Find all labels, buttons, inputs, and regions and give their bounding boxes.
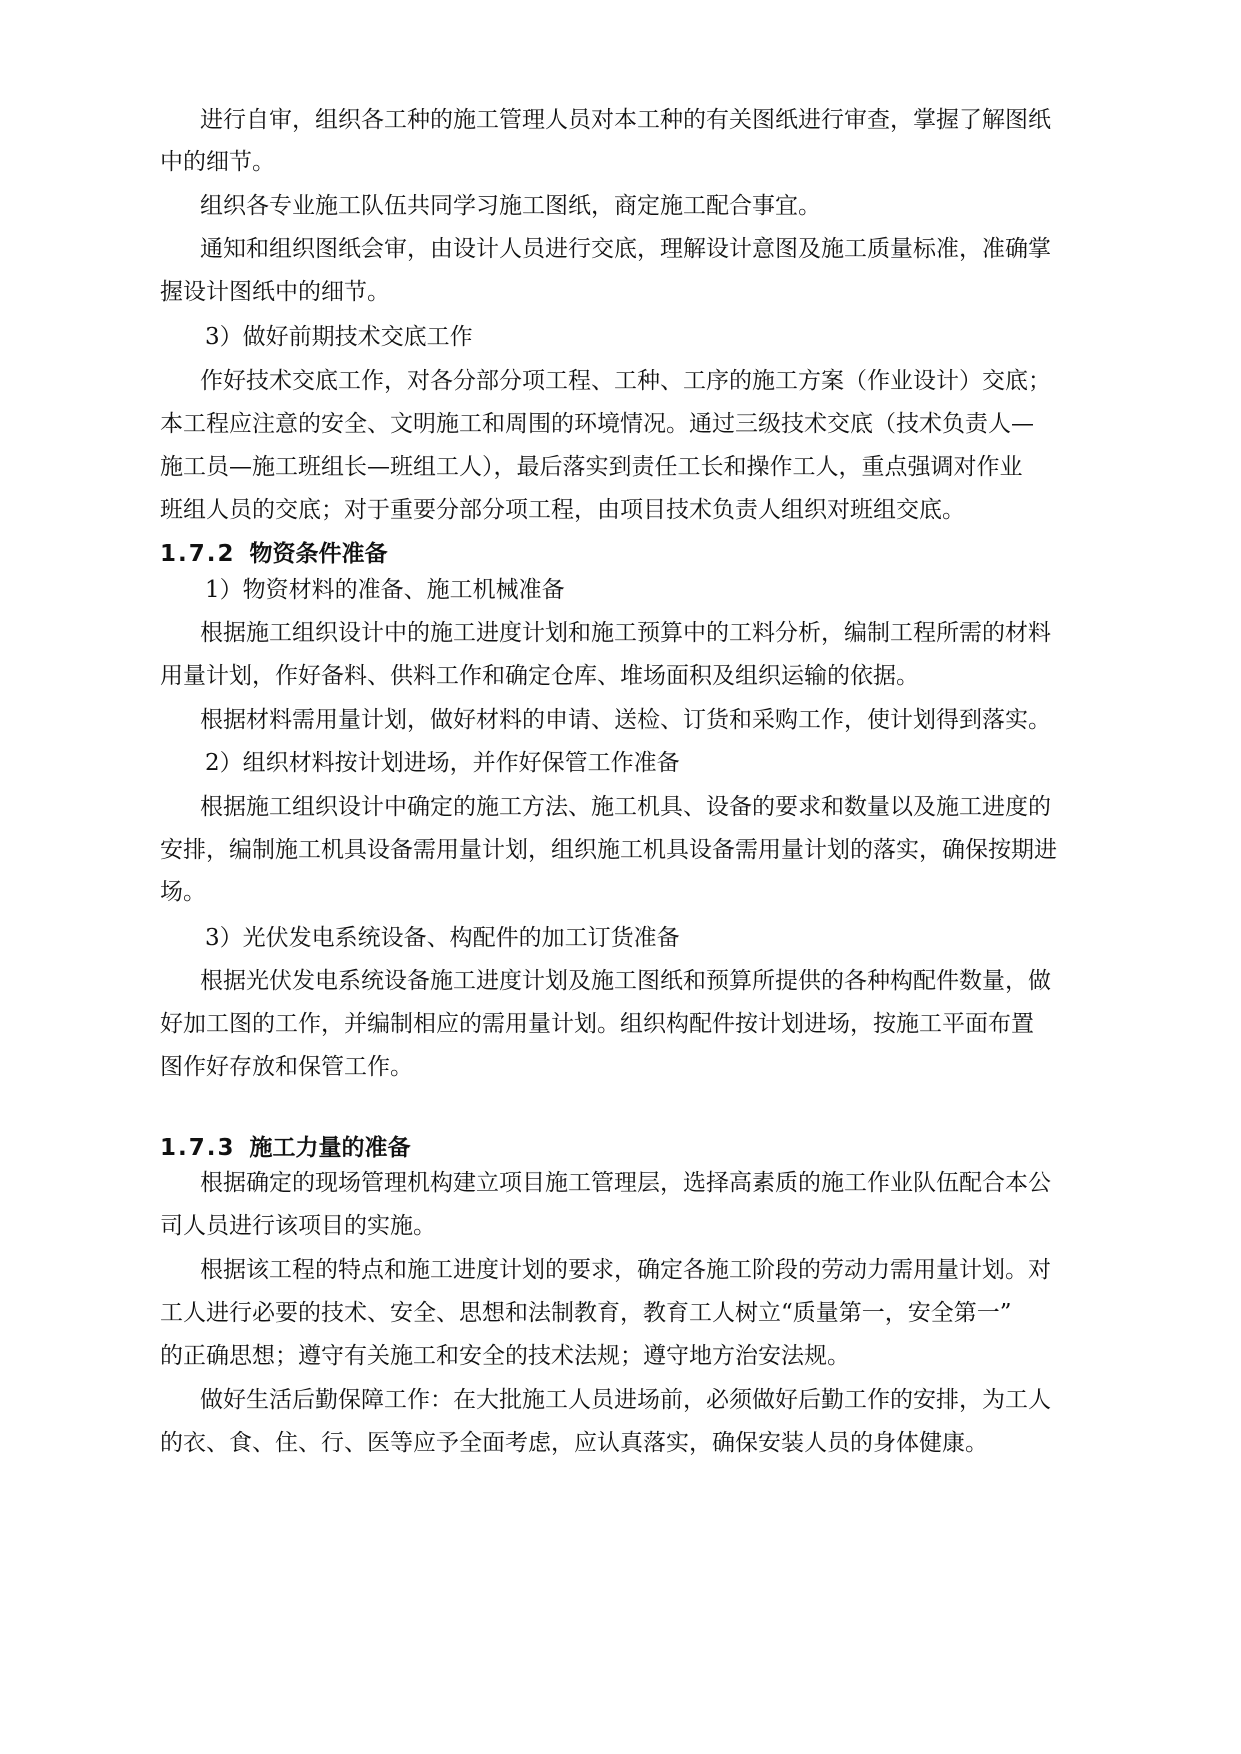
paragraph-line: 根据该工程的特点和施工进度计划的要求，确定各施工阶段的劳动力需用量计划。对 <box>200 1257 1051 1283</box>
paragraph-line: 的正确思想；遵守有关施工和安全的技术法规；遵守地方治安法规。 <box>160 1343 850 1369</box>
paragraph-line: 安排，编制施工机具设备需用量计划，组织施工机具设备需用量计划的落实，确保按期进 <box>160 837 1057 863</box>
section-title: 施工力量的准备 <box>249 1134 411 1161</box>
sub-item-title: 1）物资材料的准备、施工机械准备 <box>205 577 565 603</box>
section-heading <box>160 538 388 570</box>
paragraph-line: 通知和组织图纸会审，由设计人员进行交底，理解设计意图及施工质量标准，准确掌 <box>200 236 1051 262</box>
paragraph-line: 司人员进行该项目的实施。 <box>160 1213 436 1239</box>
paragraph-line: 根据光伏发电系统设备施工进度计划及施工图纸和预算所提供的各种构配件数量，做 <box>200 968 1051 994</box>
paragraph-line: 场。 <box>160 879 206 905</box>
paragraph-line: 组织各专业施工队伍共同学习施工图纸，商定施工配合事宜。 <box>200 193 821 219</box>
sub-item-title: 3）光伏发电系统设备、构配件的加工订货准备 <box>205 925 680 951</box>
paragraph-line: 好加工图的工作，并编制相应的需用量计划。组织构配件按计划进场，按施工平面布置 <box>160 1011 1034 1037</box>
paragraph-line: 进行自审，组织各工种的施工管理人员对本工种的有关图纸进行审查，掌握了解图纸 <box>200 107 1051 133</box>
paragraph-line: 班组人员的交底；对于重要分部分项工程，由项目技术负责人组织对班组交底。 <box>160 497 965 523</box>
section-number: 1.7.2 <box>160 541 236 567</box>
paragraph-line: 本工程应注意的安全、文明施工和周围的环境情况。通过三级技术交底（技术负责人— <box>160 411 1034 437</box>
paragraph-line: 根据材料需用量计划，做好材料的申请、送检、订货和采购工作，使计划得到落实。 <box>200 707 1051 733</box>
paragraph-line: 根据施工组织设计中确定的施工方法、施工机具、设备的要求和数量以及施工进度的 <box>200 794 1051 820</box>
sub-item-title: 3）做好前期技术交底工作 <box>205 324 473 350</box>
paragraph-line: 工人进行必要的技术、安全、思想和法制教育，教育工人树立“质量第一，安全第一” <box>160 1300 1012 1326</box>
paragraph-line: 用量计划，作好备料、供料工作和确定仓库、堆场面积及组织运输的依据。 <box>160 663 919 689</box>
paragraph-line: 中的细节。 <box>160 149 275 175</box>
sub-item-title: 2）组织材料按计划进场，并作好保管工作准备 <box>205 750 680 776</box>
paragraph-line: 的衣、食、住、行、医等应予全面考虑，应认真落实，确保安装人员的身体健康。 <box>160 1430 988 1456</box>
section-number: 1.7.3 <box>160 1135 236 1161</box>
section-title: 物资条件准备 <box>249 540 388 567</box>
paragraph-line: 图作好存放和保管工作。 <box>160 1054 413 1080</box>
paragraph-line: 做好生活后勤保障工作：在大批施工人员进场前，必须做好后勤工作的安排，为工人 <box>200 1387 1051 1413</box>
paragraph-line: 施工员—施工班组长—班组工人），最后落实到责任工长和操作工人，重点强调对作业 <box>160 454 1023 480</box>
paragraph-line: 根据施工组织设计中的施工进度计划和施工预算中的工料分析，编制工程所需的材料 <box>200 620 1051 646</box>
section-heading <box>160 1132 411 1164</box>
paragraph-line: 作好技术交底工作，对各分部分项工程、工种、工序的施工方案（作业设计）交底； <box>200 368 1051 394</box>
paragraph-line: 根据确定的现场管理机构建立项目施工管理层，选择高素质的施工作业队伍配合本公 <box>200 1170 1051 1196</box>
paragraph-line: 握设计图纸中的细节。 <box>160 279 390 305</box>
